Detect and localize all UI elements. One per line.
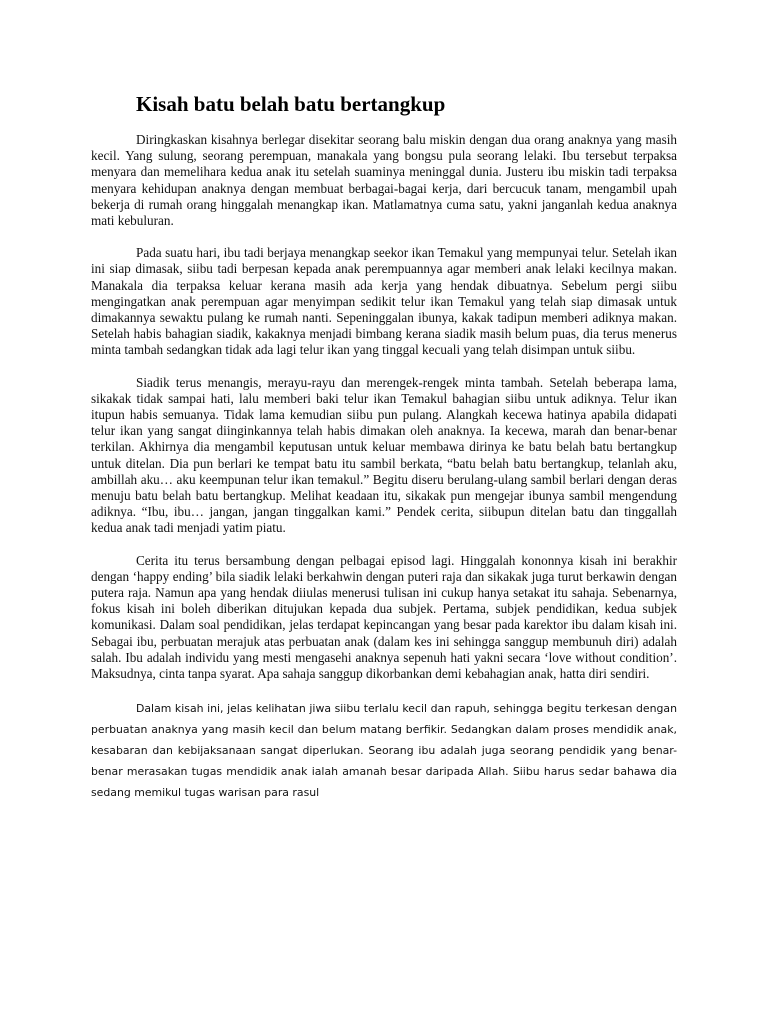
paragraph-3: Siadik terus menangis, merayu-rayu dan merengek-rengek minta tambah. Setelah beberapa lama, sikakak tidak sampai hati, lalu memberi baki telur ikan Temakul bahagian siibu untuk adiknya. Telur ikan itupun habis semuanya. Tidak lama kemudian siibu pun pulang. Alangkah kecewa hatinya apabila didapati telur ikan yang sangat diinginkannya telah habis dimakan oleh anaknya. Ia kecewa, marah dan benar-benar terkilan. Akhirnya dia mengambil keputusan untuk keluar membawa dirinya ke batu belah batu bertangkup untuk ditelan. Dia pun berlari ke tempat batu itu sambil berkata, “batu belah batu bertangkup, telanlah aku, ambillah aku… aku keempunan telur ikan temakul.” Begitu diseru berulang-ulang sambil berlari dengan deras menuju batu belah batu bertangkup. Melihat keadaan itu, sikakak pun mengejar ibunya sambil mengendung adiknya. “Ibu, ibu… jangan, jangan tinggalkan kami.” Pendek cerita, siibupun ditelan batu dan tinggallah kedua anak tadi menjadi yatim piatu. [91,374,677,536]
paragraph-4: Cerita itu terus bersambung dengan pelbagai episod lagi. Hinggalah kononnya kisah ini berakhir dengan ‘happy ending’ bila siadik lelaki berkahwin dengan puteri raja dan sikakak juga turut berkawin dengan putera raja. Namun apa yang hendak diiulas menerusi tulisan ini cukup hanya setakat itu sahaja. Sebenarnya, fokus kisah ini boleh diberikan ditujukan kepada dua subjek. Pertama, subjek pendidikan, kedua subjek komunikasi. Dalam soal pendidikan, jelas terdapat kepincangan yang besar pada karektor ibu dalam kisah ini. Sebagai ibu, perbuatan merajuk atas perbuatan anak (dalam kes ini sehingga sanggup membunuh diri) adalah salah. Ibu adalah individu yang mesti mengasehi anaknya sepenuh hati yakni secara ‘love without condition’. Maksudnya, cinta tanpa syarat. Apa sahaja sanggup dikorbankan demi kebahagian anak, hatta diri sendiri. [91,552,677,682]
paragraph-5: Dalam kisah ini, jelas kelihatan jiwa siibu terlalu kecil dan rapuh, sehingga begitu terkesan dengan perbuatan anaknya yang masih kecil dan belum matang berfikir. Sedangkan dalam proses mendidik anak, kesabaran dan kebijaksanaan sangat diperlukan. Seorang ibu adalah juga seorang pendidik yang benar-benar merasakan tugas mendidik anak ialah amanah besar daripada Allah. Siibu harus sedar bahawa dia sedang memikul tugas warisan para rasul [91,702,677,800]
paragraph-1: Diringkaskan kisahnya berlegar disekitar seorang balu miskin dengan dua orang anaknya yang masih kecil. Yang sulung, seorang perempuan, manakala yang bongsu pula seorang lelaki. Ibu tersebut terpaksa menyara dan memelihara kedua anak itu setelah suaminya meninggal dunia. Justeru ibu miskin tadi terpaksa menyara kehidupan anaknya dengan membuat berbagai-bagai kerja, dari bercucuk tanam, mengambil upah bekerja di rumah orang hinggalah menangkap ikan. Matlamatnya cuma satu, yakni janganlah kedua anaknya mati kebuluran. [91,132,677,229]
document-body [91,90,677,819]
document-title: Kisah batu belah batu bertangkup [136,92,446,116]
paragraph-2: Pada suatu hari, ibu tadi berjaya menangkap seekor ikan Temakul yang mempunyai telur. Setelah ikan ini siap dimasak, siibu tadi berpesan kepada anak perempuannya agar memberi anak lelaki kecilnya makan. Manakala dia terpaksa keluar kerana masih ada kerja yang hendak dibuatnya. Sebelum pergi siibu mengingatkan anak perempuan agar menyimpan sedikit telur ikan Temakul yang telah siap dimasak untuk dimakannya sewaktu pulang ke rumah nanti. Sepeninggalan ibunya, kakak tadipun memberi adiknya makan. Setelah habis bahagian siadik, kakaknya menjadi bimbang kerana siadik masih belum puas, dia terus menerus minta tambah sedangkan tidak ada lagi telur ikan yang tinggal kecuali yang telah disimpan untuk siibu. [91,245,677,358]
